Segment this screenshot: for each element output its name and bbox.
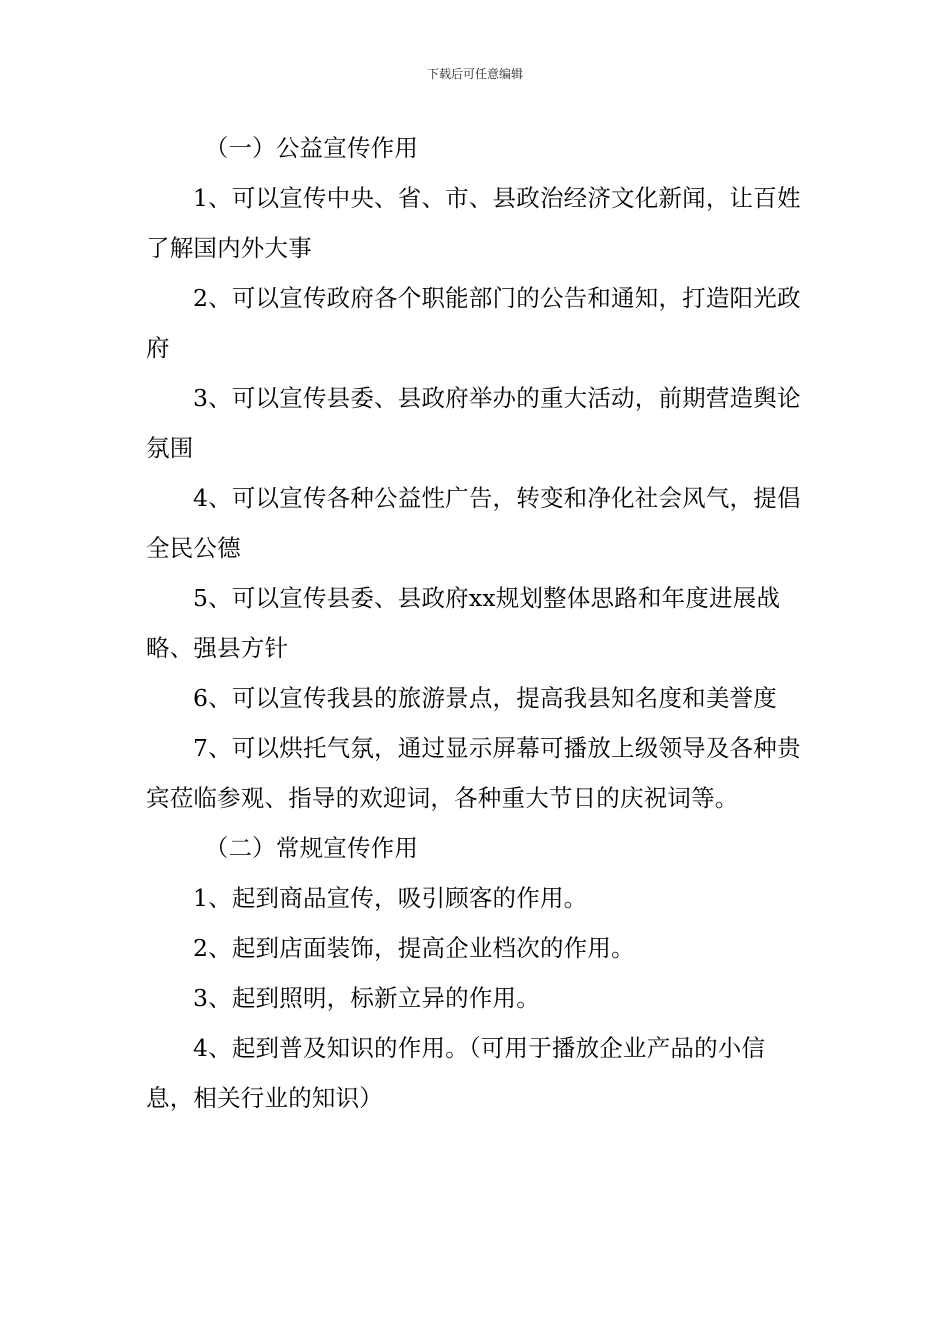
section-heading-regular-publicity: （二）常规宣传作用 — [204, 834, 419, 862]
paragraph: 1、起到商品宣传，吸引顾客的作用。 — [193, 884, 588, 912]
paragraph: 3、可以宣传县委、县政府举办的重大活动，前期营造舆论氛围 — [146, 384, 801, 462]
paragraph: 5、可以宣传县委、县政府xx规划整体思路和年度进展战略、强县方针 — [146, 584, 781, 662]
paragraph: 4、可以宣传各种公益性广告，转变和净化社会风气，提倡全民公德 — [146, 484, 801, 562]
paragraph: 3、起到照明，标新立异的作用。 — [193, 984, 540, 1012]
page-header: 下载后可任意编辑 — [426, 67, 523, 81]
document-body — [146, 123, 808, 1123]
paragraph: 7、可以烘托气氛，通过显示屏幕可播放上级领导及各种贵宾莅临参观、指导的欢迎词，各种重大节日的庆祝词等。 — [146, 734, 801, 812]
paragraph: 2、起到店面装饰，提高企业档次的作用。 — [193, 934, 635, 962]
paragraph: 2、可以宣传政府各个职能部门的公告和通知，打造阳光政府 — [146, 284, 801, 362]
section-heading-public-welfare: （一）公益宣传作用 — [204, 134, 419, 162]
paragraph: 4、起到普及知识的作用。（可用于播放企业产品的小信息，相关行业的知识） — [146, 1034, 766, 1112]
paragraph: 1、可以宣传中央、省、市、县政治经济文化新闻，让百姓了解国内外大事 — [146, 184, 801, 262]
paragraph: 6、可以宣传我县的旅游景点，提高我县知名度和美誉度 — [193, 684, 777, 712]
